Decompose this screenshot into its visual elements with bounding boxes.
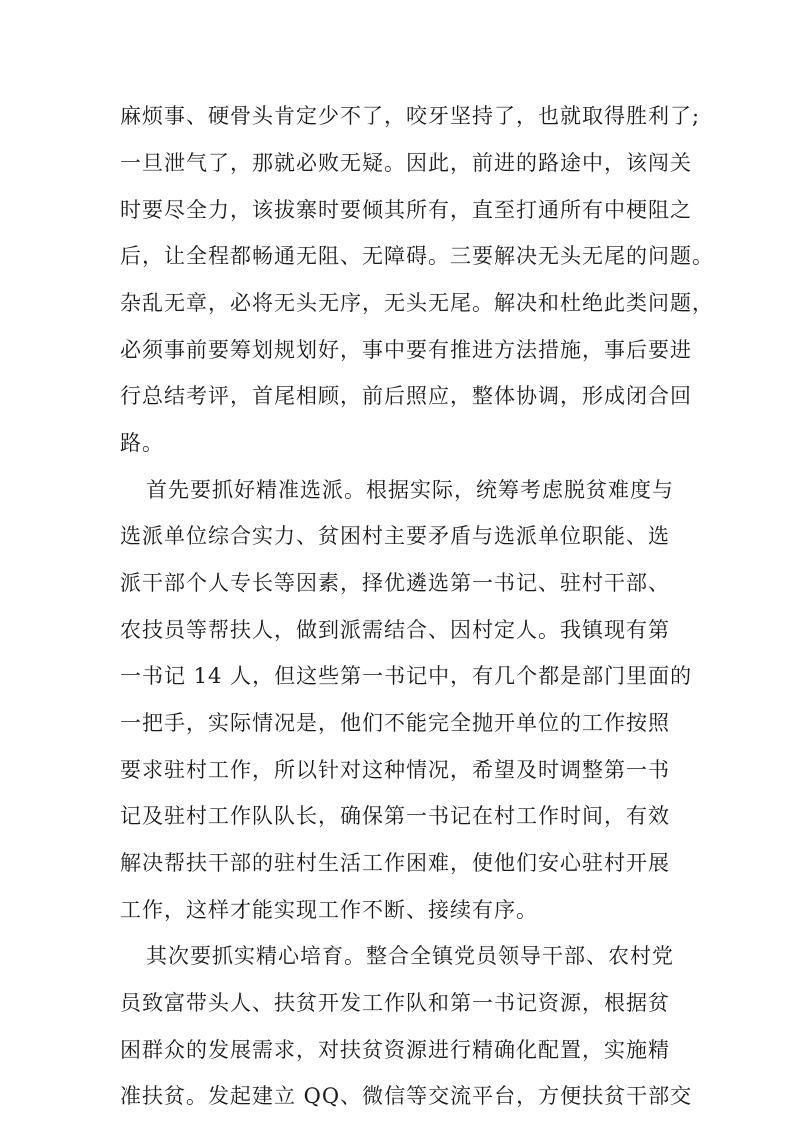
- text-line: 困群众的发展需求，对扶贫资源进行精确化配置，实施精: [120, 1038, 670, 1062]
- text-line: 行总结考评，首尾相顾，前后照应，整体协调，形成闭合回: [120, 384, 692, 408]
- text-line: 准扶贫。发起建立 QQ、微信等交流平台，方便扶贫干部交: [120, 1084, 693, 1108]
- text-line: 必须事前要筹划规划好，事中要有推进方法措施，事后要进: [120, 338, 692, 362]
- text-line: 麻烦事、硬骨头肯定少不了，咬牙坚持了，也就取得胜利了;: [120, 104, 701, 128]
- text-line: 一把手，实际情况是，他们不能完全抛开单位的工作按照: [120, 711, 670, 735]
- text-line: 一书记 14 人，但这些第一书记中，有几个都是部门里面的: [120, 664, 693, 688]
- text-line: 记及驻村工作队队长，确保第一书记在村工作时间，有效: [120, 804, 670, 828]
- text-line: 派干部个人专长等因素，择优遴选第一书记、驻村干部、: [120, 571, 670, 595]
- paragraph-first-line: 首先要抓好精准选派。根据实际，统筹考虑脱贫难度与: [146, 478, 674, 502]
- text-line: 员致富带头人、扶贫开发工作队和第一书记资源，根据贫: [120, 991, 670, 1015]
- text-line: 选派单位综合实力、贫困村主要矛盾与选派单位职能、选: [120, 524, 670, 548]
- text-line: 工作，这样才能实现工作不断、接续有序。: [120, 898, 538, 922]
- text-line: 一旦泄气了，那就必败无疑。因此，前进的路途中，该闯关: [120, 151, 692, 175]
- paragraph-first-line: 其次要抓实精心培育。整合全镇党员领导干部、农村党: [146, 944, 674, 968]
- text-line: 路。: [120, 431, 164, 455]
- text-line: 杂乱无章，必将无头无序，无头无尾。解决和杜绝此类问题，: [120, 291, 714, 315]
- text-line: 农技员等帮扶人，做到派需结合、因村定人。我镇现有第: [120, 618, 670, 642]
- text-line: 时要尽全力，该拔寨时要倾其所有，直至打通所有中梗阻之: [120, 198, 692, 222]
- text-line: 后，让全程都畅通无阻、无障碍。三要解决无头无尾的问题。: [120, 244, 714, 268]
- text-line: 解决帮扶干部的驻村生活工作困难，使他们安心驻村开展: [120, 851, 670, 875]
- text-line: 要求驻村工作，所以针对这种情况，希望及时调整第一书: [120, 758, 670, 782]
